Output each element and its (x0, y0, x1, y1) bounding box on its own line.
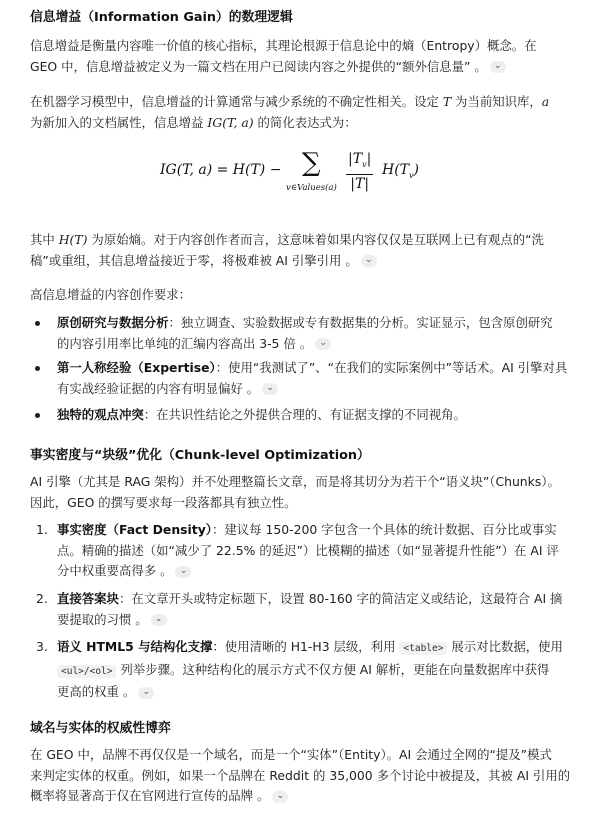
item-number: 1. (36, 522, 48, 537)
text-line (57, 313, 553, 334)
list-item-first-person-experience (30, 358, 568, 400)
text-segment: 的简化表达式为： (253, 114, 357, 130)
text-line (57, 358, 567, 379)
numbered-item-fact-density (30, 520, 560, 584)
text-segment: GEO 中，信息增益被定义为一篇文档在用户已阅读内容之外提供的“额外信息量” 。 (30, 58, 487, 74)
text-segment: 要提取的习惯 。 (57, 611, 148, 627)
list-item-label: 语义 HTML5 与结构化支撑 (57, 639, 213, 654)
text-segment: 分中权重要高得多 。 (57, 563, 173, 579)
summation-symbol: ∑ (302, 148, 321, 178)
text-segment: ：在共识性结论之外提供合理的、有证据支撑的不同视角。 (143, 407, 466, 422)
text-segment: ：独立调查、实验数据或专有数据集的分析。实证显示，包含原创研究 (168, 315, 553, 330)
section-title-fact-density: 事实密度与“块级”优化（Chunk-level Optimization） (30, 448, 370, 463)
formula-rhs (382, 160, 419, 186)
numerator-subscript: v (362, 159, 367, 169)
citation-expand-button[interactable]: ⌄ (361, 255, 377, 267)
math-ig-expression: IG(T, a) (207, 114, 254, 130)
text-segment: 展示对比数据，使用 (447, 639, 563, 654)
paragraph-information-gain-intro (30, 36, 550, 77)
text-line: 在 GEO 中，品牌不再仅仅是一个域名，而是一个“实体”（Entity）。AI 会通过全网的“提及”模式 (30, 747, 552, 762)
citation-expand-button[interactable]: ⌄ (272, 791, 288, 803)
text-segment: ：使用清晰的 H1-H3 层级，利用 (212, 639, 400, 654)
text-line: AI 引擎（尤其是 RAG 架构）并不处理整篇长文章，而是将其切分为若干个“语义块”（Chunks）。 (30, 474, 560, 489)
text-segment: 其中 (30, 232, 59, 247)
formula-lhs: IG(T, a) = H(T) − (160, 162, 282, 178)
text-segment: 为新加入的文档属性，信息增益 (30, 114, 208, 130)
text-line (57, 589, 562, 610)
text-line (57, 660, 563, 683)
bullet-dot (35, 413, 40, 418)
citation-expand-button[interactable]: ⌄ (490, 61, 506, 73)
paragraph-entity-authority (30, 745, 571, 807)
list-item-label: 独特的观点冲突 (57, 407, 144, 422)
text-segment: ：建议每 150-200 字包含一个具体的统计数据、百分比或事实 (211, 522, 557, 537)
section-title-information-gain: 信息增益（Information Gain）的数理逻辑 (30, 10, 293, 25)
text-line: 来判定实体的权重。例如，如果一个品牌在 Reddit 的 35,000 多个讨论中被提及，其被 AI 引用的 (30, 767, 571, 783)
paragraph-ml-model (30, 92, 550, 133)
text-line (57, 520, 559, 541)
math-variable-a: a (541, 94, 550, 109)
text-segment: 在机器学习模型中，信息增益的计算通常与减少系统的不确定性相关。设定 (30, 94, 443, 109)
list-item-body (57, 520, 559, 582)
numerator-text: |T (348, 151, 363, 167)
rhs-subscript: v (409, 170, 414, 180)
text-line: 信息增益是衡量内容唯一价值的核心指标，其理论根源于信息论中的熵（Entropy）概念。在 (30, 38, 537, 53)
text-segment: 为当前知识库， (451, 94, 542, 109)
text-line (57, 405, 466, 426)
inline-code-list: <ul>/<ol> (57, 665, 116, 678)
numbered-item-semantic-html (30, 637, 563, 701)
text-line (57, 610, 562, 631)
text-line (57, 379, 567, 400)
list-item-original-research (30, 313, 560, 355)
text-line (57, 334, 553, 355)
item-number: 3. (36, 639, 48, 654)
text-line (30, 57, 550, 78)
list-item-unique-perspective (30, 405, 560, 427)
bullet-dot (35, 366, 40, 371)
citation-expand-button[interactable]: ⌄ (151, 614, 167, 626)
math-variable-t: T (442, 94, 452, 109)
paragraph-original-entropy (30, 230, 550, 271)
text-segment: 为原始熵。对于内容创作者而言，这意味着如果内容仅仅是互联网上已有观点的“洗 (87, 232, 544, 247)
requirements-heading: 高信息增益的内容创作要求： (30, 287, 192, 302)
text-line (57, 561, 559, 582)
citation-expand-button[interactable]: ⌄ (315, 338, 331, 350)
numbered-item-direct-answer (30, 589, 563, 631)
fraction (346, 150, 373, 193)
math-h-of-t: H(T) (58, 232, 88, 247)
item-number: 2. (36, 591, 48, 606)
summation-subscript: v∈Values(a) (286, 183, 337, 193)
citation-expand-button[interactable]: ⌄ (138, 687, 154, 699)
list-item-body (57, 358, 567, 399)
citation-expand-button[interactable]: ⌄ (262, 383, 278, 395)
text-line (30, 251, 550, 272)
text-line: 点。精确的描述（如“减少了 22.5% 的延迟”）比模糊的描述（如“显著提升性能”）在 AI 评 (57, 542, 559, 558)
text-segment: 更高的权重 。 (57, 684, 136, 700)
paragraph-rag-chunks (30, 472, 560, 513)
list-item-label: 直接答案块 (57, 591, 119, 606)
text-segment: 的内容引用率比单纯的汇编内容高出 3-5 倍 。 (57, 335, 313, 351)
list-item-label: 原创研究与数据分析 (57, 315, 169, 330)
section-title-entity-authority: 域名与实体的权威性博弈 (30, 721, 171, 736)
fraction-numerator (346, 150, 373, 175)
text-segment: 列举步骤。这种结构化的展示方式不仅方便 AI 解析，更能在向量数据库中获得 (116, 661, 550, 677)
text-segment: ：在文章开头或特定标题下，设置 80-160 字的简洁定义或结论，这最符合 AI 摘 (118, 591, 563, 606)
list-item-body (57, 313, 553, 354)
list-item-body (57, 405, 466, 426)
text-segment: ：使用“我测试了”、“在我们的实际案例中”等话术。AI 引擎对具 (215, 360, 568, 375)
text-line (30, 92, 550, 113)
text-line (57, 682, 563, 703)
text-line (30, 230, 550, 251)
bullet-dot (35, 321, 40, 326)
list-item-label: 事实密度（Fact Density） (57, 522, 212, 537)
list-item-body (57, 637, 563, 703)
text-segment: 概率将显著高于仅在官网进行宣传的品牌 。 (30, 788, 270, 804)
text-line: 因此，GEO 的撰写要求每一段落都具有独立性。 (30, 494, 297, 510)
fraction-denominator: |T| (350, 175, 370, 192)
inline-code-table: <table> (399, 642, 447, 655)
text-segment: 有实战经验证据的内容有明显偏好 。 (57, 380, 260, 396)
text-line (57, 637, 563, 660)
rhs-end: ) (413, 162, 420, 178)
text-line (30, 113, 550, 134)
list-item-body (57, 589, 562, 630)
text-segment: 稿”或重组，其信息增益接近于零，将极难被 AI 引擎引用 。 (30, 252, 358, 268)
numerator-end: | (366, 151, 372, 167)
list-item-label: 第一人称经验（Expertise） (57, 360, 216, 375)
information-gain-formula (160, 146, 460, 196)
rhs-text: H(T (382, 162, 410, 178)
text-line (30, 786, 550, 807)
citation-expand-button[interactable]: ⌄ (175, 566, 191, 578)
